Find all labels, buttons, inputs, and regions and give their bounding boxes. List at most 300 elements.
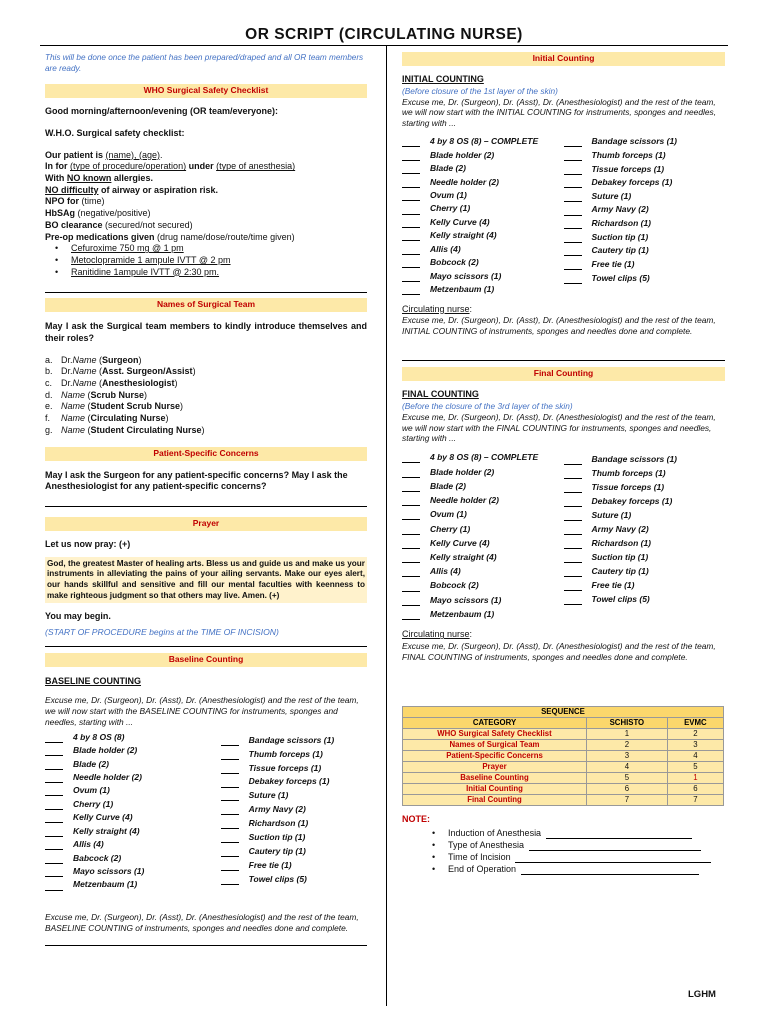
item-label: Ovum (1) xyxy=(73,785,110,796)
check-blank[interactable] xyxy=(45,734,63,743)
check-blank[interactable] xyxy=(221,806,239,815)
check-blank[interactable] xyxy=(402,526,420,535)
initial-band: Initial Counting xyxy=(402,52,725,66)
check-blank[interactable] xyxy=(221,876,239,885)
initial-circ-label xyxy=(402,304,725,316)
sequence-evmc: 7 xyxy=(667,794,723,805)
item-label: Blade (2) xyxy=(430,163,466,174)
checklist-item xyxy=(45,745,221,756)
checklist-item xyxy=(45,839,221,850)
check-blank[interactable] xyxy=(221,834,239,843)
section-rule xyxy=(45,506,367,507)
item-label: Thumb forceps (1) xyxy=(591,468,666,479)
sequence-category: WHO Surgical Safety Checklist xyxy=(403,728,587,739)
sequence-category: Baseline Counting xyxy=(403,772,587,783)
sequence-schisto: 7 xyxy=(587,794,668,805)
member-prefix: Dr. xyxy=(61,354,73,365)
check-blank[interactable] xyxy=(45,855,63,864)
item-label: Blade (2) xyxy=(73,758,109,769)
member-name: Name xyxy=(72,378,97,389)
checklist-item xyxy=(564,273,726,284)
sequence-evmc: 6 xyxy=(667,783,723,794)
note-item xyxy=(448,851,725,863)
item-label: Bandage scissors (1) xyxy=(591,454,678,465)
item-label: Suture (1) xyxy=(248,790,289,801)
team-member: c. Dr. Name ( Anesthesiologist ) xyxy=(45,378,178,389)
prayer-text: God, the greatest Master of healing arts. Bless us and guide us and make us your instruments in alleviating the pains of your ailing servants. Make our eyes alert, our hands skillful and sensitive and fill our mental faculties with keenness to make righteous judgment so that others may live. Amen. (+) xyxy=(45,557,367,604)
item-label: Towel clips (5) xyxy=(591,593,650,604)
checklist-col-2 xyxy=(221,732,367,893)
final-intro: Excuse me, Dr. (Surgeon), Dr. (Asst), Dr. (Anesthesiologist) and the rest of the team, we will now start with the FINAL COUNTING for instruments, sponges and needles, starting with ... xyxy=(402,411,716,444)
checklist-item xyxy=(221,804,367,815)
member-letter: f. xyxy=(45,413,51,424)
detail-value: (secured/not secured) xyxy=(105,219,193,230)
checklist-col-2 xyxy=(564,452,726,623)
check-blank[interactable] xyxy=(45,841,63,850)
detail-punct: . xyxy=(160,149,163,160)
footer-initials: LGHM xyxy=(688,989,716,1000)
note-item xyxy=(448,827,725,839)
member-role: Asst. Surgeon/Assist xyxy=(102,366,193,377)
final-circ-label xyxy=(402,629,725,641)
team-member: g. Name ( Student Circulating Nurse ) xyxy=(45,424,205,435)
member-letter: d. xyxy=(45,389,53,400)
item-label: Needle holder (2) xyxy=(73,771,142,782)
item-label: Cherry (1) xyxy=(430,523,471,534)
final-sub: (Before the closure of the 3rd layer of the skin) xyxy=(402,400,573,411)
checklist-item xyxy=(564,496,726,507)
check-blank[interactable] xyxy=(402,246,420,255)
item-label: Free tie (1) xyxy=(591,579,635,590)
check-blank[interactable] xyxy=(402,165,420,174)
detail-value: (name), (age) xyxy=(105,149,161,160)
check-blank[interactable] xyxy=(402,286,420,295)
checklist-item xyxy=(402,481,564,492)
check-blank[interactable] xyxy=(221,820,239,829)
sequence-row xyxy=(403,728,724,739)
check-blank[interactable] xyxy=(402,152,420,161)
check-blank[interactable] xyxy=(564,234,582,243)
check-blank[interactable] xyxy=(402,232,420,241)
member-name: Name xyxy=(61,413,86,424)
item-label: Cherry (1) xyxy=(430,203,471,214)
item-label: Bobcock (2) xyxy=(430,257,479,268)
checklist-col-1 xyxy=(402,136,564,297)
checklist-item xyxy=(402,190,564,201)
item-label: Army Navy (2) xyxy=(248,804,306,815)
sequence-category: Initial Counting xyxy=(403,783,587,794)
section-rule xyxy=(45,292,367,293)
check-blank[interactable] xyxy=(402,483,420,492)
check-blank[interactable] xyxy=(402,454,420,463)
checklist-item xyxy=(402,257,564,268)
member-role: Student Circulating Nurse xyxy=(90,424,202,435)
item-label: Richardson (1) xyxy=(591,537,652,548)
check-blank[interactable] xyxy=(402,611,420,620)
team-member: f. Name ( Circulating Nurse ) xyxy=(45,413,169,424)
item-label: Metzenbaum (1) xyxy=(430,284,495,295)
item-label: Cautery tip (1) xyxy=(591,245,649,256)
note-fill-blank[interactable] xyxy=(515,854,711,863)
checklist-item xyxy=(564,218,726,229)
check-blank[interactable] xyxy=(45,814,63,823)
member-prefix: Dr. xyxy=(61,366,73,377)
column-divider xyxy=(386,46,387,1006)
item-label: Needle holder (2) xyxy=(430,176,499,187)
checklist-item xyxy=(402,467,564,478)
item-label: Mayo scissors (1) xyxy=(430,270,502,281)
checklist-item xyxy=(564,177,726,188)
note-item-label: Type of Anesthesia xyxy=(448,840,525,851)
note-item xyxy=(448,839,725,851)
checklist-item xyxy=(402,284,564,295)
checklist-item xyxy=(402,150,564,161)
sequence-evmc: 5 xyxy=(667,761,723,772)
checklist-item xyxy=(45,799,221,810)
checklist-item xyxy=(402,203,564,214)
item-label: Towel clips (5) xyxy=(248,874,307,885)
initial-heading: INITIAL COUNTING xyxy=(402,74,484,85)
item-label: Mayo scissors (1) xyxy=(73,866,145,877)
checklist-item xyxy=(402,509,564,520)
checklist-item xyxy=(564,204,726,215)
check-blank[interactable] xyxy=(564,152,582,161)
item-label: Suction tip (1) xyxy=(591,551,649,562)
check-blank[interactable] xyxy=(564,484,582,493)
baseline-closing: Excuse me, Dr. (Surgeon), Dr. (Asst), Dr. (Anesthesiologist) and the rest of the team, BASELINE COUNTING of instruments, sponges and needles done and complete. xyxy=(45,911,359,933)
circ-colon: : xyxy=(469,629,473,640)
checklist-item xyxy=(564,594,726,605)
sequence-evmc: 3 xyxy=(667,739,723,750)
checklist-item xyxy=(402,177,564,188)
detail-value: (drug name/dose/route/time given) xyxy=(157,231,295,242)
sequence-category: Final Counting xyxy=(403,794,587,805)
member-role: Circulating Nurse xyxy=(90,413,166,424)
checklist-item xyxy=(402,495,564,506)
item-label: Bandage scissors (1) xyxy=(591,136,678,147)
item-label: Blade (2) xyxy=(430,480,466,491)
section-rule xyxy=(402,360,725,361)
item-label: Tissue forceps (1) xyxy=(591,163,665,174)
check-blank[interactable] xyxy=(564,247,582,256)
item-label: 4 by 8 OS (8) – COMPLETE xyxy=(430,136,539,147)
member-name: Name xyxy=(61,424,86,435)
sequence-rows xyxy=(403,728,724,805)
sequence-table xyxy=(402,706,724,806)
circ-colon: : xyxy=(469,303,473,314)
member-letter: c. xyxy=(45,378,53,389)
item-label: Free tie (1) xyxy=(248,860,292,871)
checklist-item xyxy=(45,732,221,743)
baseline-heading: BASELINE COUNTING xyxy=(45,676,142,687)
checklist-item xyxy=(402,136,564,147)
check-blank[interactable] xyxy=(564,554,582,563)
check-blank[interactable] xyxy=(402,469,420,478)
team-member: a. Dr. Name ( Surgeon ) xyxy=(45,354,142,365)
check-blank[interactable] xyxy=(45,787,63,796)
check-blank[interactable] xyxy=(564,138,582,147)
team-member: b. Dr. Name ( Asst. Surgeon/Assist ) xyxy=(45,366,196,377)
check-blank[interactable] xyxy=(402,497,420,506)
check-blank[interactable] xyxy=(45,761,63,770)
check-blank[interactable] xyxy=(45,801,63,810)
check-blank[interactable] xyxy=(402,511,420,520)
checklist-item xyxy=(402,595,564,606)
check-blank[interactable] xyxy=(402,138,420,147)
sequence-row xyxy=(403,761,724,772)
checklist-item xyxy=(402,452,564,463)
sequence-row xyxy=(403,772,724,783)
checklist-item xyxy=(564,482,726,493)
check-blank[interactable] xyxy=(45,882,63,891)
prayer-band: Prayer xyxy=(45,517,367,531)
check-blank[interactable] xyxy=(402,179,420,188)
checklist-item xyxy=(45,759,221,770)
member-letter: e. xyxy=(45,401,53,412)
item-label: Kelly Curve (4) xyxy=(73,812,133,823)
checklist-item xyxy=(45,785,221,796)
checklist-item xyxy=(45,826,221,837)
member-prefix: Dr. xyxy=(61,378,73,389)
note-item-label: Induction of Anesthesia xyxy=(448,828,542,839)
check-blank[interactable] xyxy=(221,792,239,801)
sequence-row xyxy=(403,783,724,794)
header-schisto: SCHISTO xyxy=(587,717,668,728)
check-blank[interactable] xyxy=(45,774,63,783)
item-label: Blade holder (2) xyxy=(73,745,138,756)
check-blank[interactable] xyxy=(564,261,582,270)
meds-list xyxy=(45,243,367,278)
member-letter: a. xyxy=(45,354,53,365)
check-blank[interactable] xyxy=(564,166,582,175)
checklist-col-2 xyxy=(564,136,726,297)
begin-text: You may begin. xyxy=(45,611,111,622)
checklist-item xyxy=(402,163,564,174)
member-role: Student Scrub Nurse xyxy=(90,401,181,412)
check-blank[interactable] xyxy=(564,540,582,549)
check-blank[interactable] xyxy=(564,456,582,465)
item-label: Mayo scissors (1) xyxy=(430,594,502,605)
checklist-item xyxy=(564,552,726,563)
sequence-evmc: 1 xyxy=(667,772,723,783)
item-label: Thumb forceps (1) xyxy=(591,149,666,160)
checklist-item xyxy=(564,191,726,202)
member-role: Surgeon xyxy=(102,354,139,365)
check-blank[interactable] xyxy=(221,751,239,760)
note-fill-blank[interactable] xyxy=(521,866,699,875)
detail-value: NO known xyxy=(66,173,112,184)
item-label: Allis (4) xyxy=(73,839,104,850)
baseline-band: Baseline Counting xyxy=(45,653,367,667)
check-blank[interactable] xyxy=(402,259,420,268)
checklist-item xyxy=(221,749,367,760)
item-label: Suction tip (1) xyxy=(248,832,306,843)
check-blank[interactable] xyxy=(564,470,582,479)
item-label: Needle holder (2) xyxy=(430,495,499,506)
checklist-item xyxy=(45,853,221,864)
item-label: Suture (1) xyxy=(591,510,632,521)
detail-label: NPO for xyxy=(45,196,82,207)
checklist-item xyxy=(45,812,221,823)
detail-label: HbSAg xyxy=(45,208,78,219)
circ-label: Circulating nurse xyxy=(402,303,470,314)
checklist-item xyxy=(221,874,367,885)
item-label: Tissue forceps (1) xyxy=(591,482,665,493)
item-label: Bobcock (2) xyxy=(430,580,479,591)
check-blank[interactable] xyxy=(564,526,582,535)
check-blank[interactable] xyxy=(564,568,582,577)
item-label: Metzenbaum (1) xyxy=(430,608,495,619)
sequence-schisto: 4 xyxy=(587,761,668,772)
checklist-item xyxy=(221,763,367,774)
initial-closing: Excuse me, Dr. (Surgeon), Dr. (Asst), Dr. (Anesthesiologist) and the rest of the team, INITIAL COUNTING of instruments, sponges and needles done and complete. xyxy=(402,315,716,337)
sequence-category: Names of Surgical Team xyxy=(403,739,587,750)
sequence-row xyxy=(403,750,724,761)
check-blank[interactable] xyxy=(564,207,582,216)
checklist-item xyxy=(402,271,564,282)
check-blank[interactable] xyxy=(402,597,420,606)
item-label: Ovum (1) xyxy=(430,190,467,201)
check-blank[interactable] xyxy=(402,206,420,215)
item-label: Kelly straight (4) xyxy=(430,230,497,241)
item-label: Towel clips (5) xyxy=(591,272,650,283)
checklist-item xyxy=(402,524,564,535)
check-blank[interactable] xyxy=(402,192,420,201)
item-label: Babcock (2) xyxy=(73,852,122,863)
detail-value: (type of procedure/operation) xyxy=(70,161,187,172)
final-closing: Excuse me, Dr. (Surgeon), Dr. (Asst), Dr. (Anesthesiologist) and the rest of the team, FINAL COUNTING of instruments, sponges and needles done and complete. xyxy=(402,640,716,662)
section-rule xyxy=(45,945,367,946)
check-blank[interactable] xyxy=(564,512,582,521)
check-blank[interactable] xyxy=(564,275,582,284)
item-label: Richardson (1) xyxy=(248,818,309,829)
sequence-schisto: 5 xyxy=(587,772,668,783)
note-fill-blank[interactable] xyxy=(529,842,701,851)
check-blank[interactable] xyxy=(45,747,63,756)
left-column xyxy=(45,50,367,946)
detail-value: (type of anesthesia) xyxy=(216,161,296,172)
sequence-row xyxy=(403,739,724,750)
item-label: Cautery tip (1) xyxy=(248,846,306,857)
check-blank[interactable] xyxy=(221,737,239,746)
team-ask: May I ask the Surgical team members to kindly introduce themselves and their roles? xyxy=(45,321,367,344)
item-label: Kelly Curve (4) xyxy=(430,216,490,227)
check-blank[interactable] xyxy=(564,193,582,202)
item-label: Suture (1) xyxy=(591,190,632,201)
member-name: Name xyxy=(61,389,86,400)
checklist-item xyxy=(564,566,726,577)
checklist-item xyxy=(221,832,367,843)
checklist-item xyxy=(564,259,726,270)
detail-label: of airway or aspiration risk. xyxy=(98,184,219,195)
sequence-schisto: 1 xyxy=(587,728,668,739)
checklist-item xyxy=(221,776,367,787)
team-member: e. Name ( Student Scrub Nurse ) xyxy=(45,401,184,412)
check-blank[interactable] xyxy=(564,582,582,591)
team-band: Names of Surgical Team xyxy=(45,298,367,312)
checklist-item xyxy=(564,164,726,175)
checklist-item xyxy=(402,217,564,228)
sequence-schisto: 6 xyxy=(587,783,668,794)
checklist-item xyxy=(221,790,367,801)
item-label: Army Navy (2) xyxy=(591,524,649,535)
checklist-item xyxy=(564,150,726,161)
check-blank[interactable] xyxy=(402,273,420,282)
final-band: Final Counting xyxy=(402,367,725,381)
item-label: Debakey forceps (1) xyxy=(591,177,673,188)
check-blank[interactable] xyxy=(402,568,420,577)
note-list xyxy=(402,827,725,875)
checklist-item xyxy=(45,879,221,890)
check-blank[interactable] xyxy=(564,596,582,605)
initial-checklist xyxy=(402,136,725,297)
greeting: Good morning/afternoon/evening (OR team/everyone): xyxy=(45,106,279,117)
checklist-item xyxy=(221,846,367,857)
checklist-item xyxy=(221,860,367,871)
check-blank[interactable] xyxy=(564,179,582,188)
sequence-category: Prayer xyxy=(403,761,587,772)
checklist-item xyxy=(564,510,726,521)
concerns-band: Patient-Specific Concerns xyxy=(45,447,367,461)
med-item: • Metoclopramide 1 ampule IVTT @ 2 pm xyxy=(71,255,367,267)
detail-label: Pre-op medications given xyxy=(45,231,158,242)
checklist-item xyxy=(402,566,564,577)
checklist-item xyxy=(402,538,564,549)
item-label: 4 by 8 OS (8) xyxy=(73,731,125,742)
sequence-schisto: 2 xyxy=(587,739,668,750)
check-blank[interactable] xyxy=(221,765,239,774)
item-label: 4 by 8 OS (8) – COMPLETE xyxy=(430,452,539,463)
check-blank[interactable] xyxy=(221,779,239,788)
checklist-item xyxy=(564,232,726,243)
check-blank[interactable] xyxy=(402,540,420,549)
check-blank[interactable] xyxy=(402,219,420,228)
checklist-item xyxy=(45,866,221,877)
check-blank[interactable] xyxy=(564,498,582,507)
detail-label: With xyxy=(45,173,67,184)
final-heading: FINAL COUNTING xyxy=(402,389,479,400)
item-label: Suction tip (1) xyxy=(591,231,649,242)
check-blank[interactable] xyxy=(45,868,63,877)
note-fill-blank[interactable] xyxy=(546,830,692,839)
check-blank[interactable] xyxy=(221,862,239,871)
check-blank[interactable] xyxy=(402,554,420,563)
right-column xyxy=(402,50,725,875)
item-label: Richardson (1) xyxy=(591,218,652,229)
detail-value: NO difficulty xyxy=(45,184,99,195)
check-blank[interactable] xyxy=(402,583,420,592)
item-label: Army Navy (2) xyxy=(591,204,649,215)
check-blank[interactable] xyxy=(221,848,239,857)
detail-label: Our patient is xyxy=(45,149,106,160)
member-name: Name xyxy=(72,354,97,365)
initial-sub: (Before closure of the 1st layer of the skin) xyxy=(402,85,558,96)
final-checklist xyxy=(402,452,725,623)
checklist-item xyxy=(402,609,564,620)
baseline-intro: Excuse me, Dr. (Surgeon), Dr. (Asst), Dr. (Anesthesiologist) and the rest of the team, we will now start with the BASELINE COUNTING for instruments, sponges and needles, starting with ... xyxy=(45,694,359,727)
check-blank[interactable] xyxy=(564,220,582,229)
item-label: Tissue forceps (1) xyxy=(248,762,322,773)
item-label: Allis (4) xyxy=(430,243,461,254)
member-role: Scrub Nurse xyxy=(90,389,145,400)
checklist-item xyxy=(564,468,726,479)
item-label: Allis (4) xyxy=(430,566,461,577)
who-band: WHO Surgical Safety Checklist xyxy=(45,84,367,98)
check-blank[interactable] xyxy=(45,828,63,837)
item-label: Kelly straight (4) xyxy=(73,825,140,836)
sequence-category: Patient-Specific Concerns xyxy=(403,750,587,761)
prayer-lead: Let us now pray: (+) xyxy=(45,539,131,549)
